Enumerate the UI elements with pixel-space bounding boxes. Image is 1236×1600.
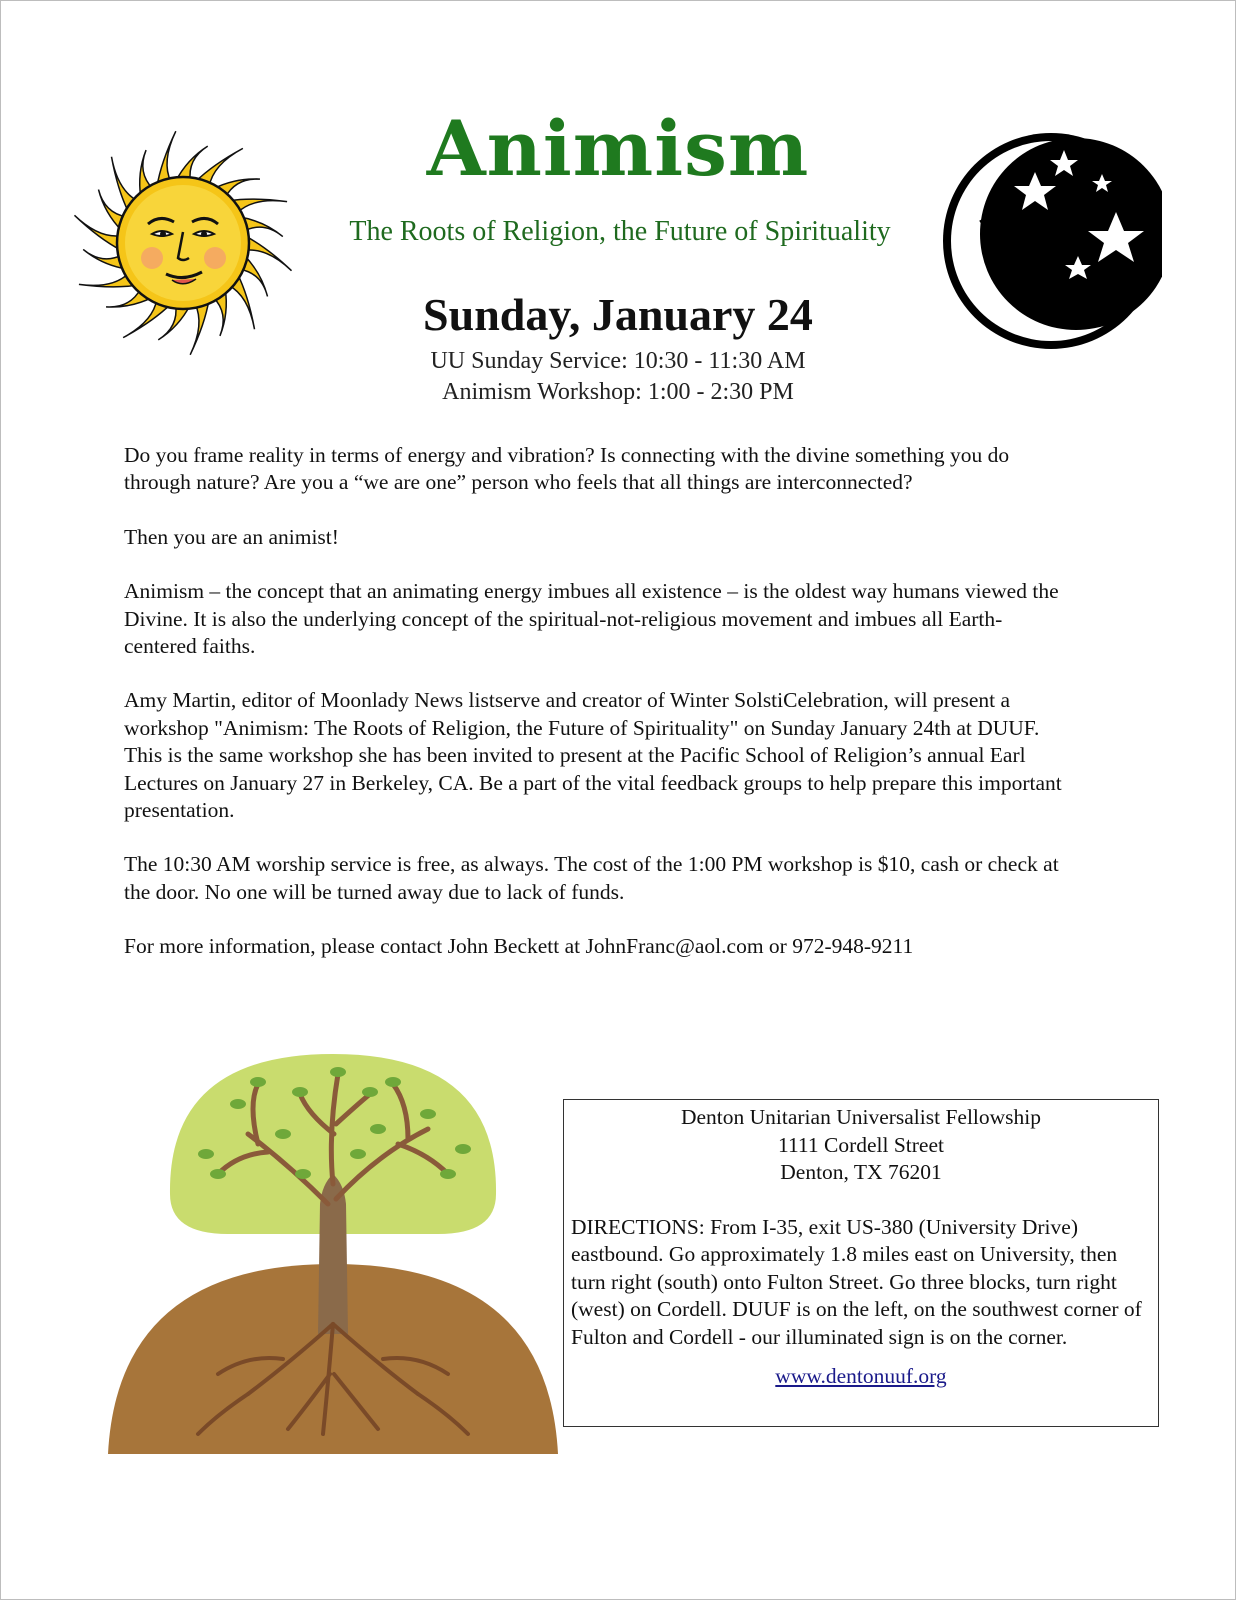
page-subtitle: The Roots of Religion, the Future of Spirituality [349,216,891,247]
event-date: Sunday, January 24 [423,289,813,340]
workshop-time: Animism Workshop: 1:00 - 2:30 PM [442,379,794,405]
service-time: UU Sunday Service: 10:30 - 11:30 AM [430,348,806,374]
body-text [124,442,1074,988]
website-link[interactable]: www.dentonuuf.org [775,1364,947,1388]
event-times [0,346,1236,408]
location-infobox [563,1099,1159,1427]
paragraph-animist: Then you are an animist! [124,524,339,549]
page-title: Animism [426,104,810,193]
paragraph-contact: For more information, please contact John Beckett at JohnFranc@aol.com or 972-948-9211 [124,934,914,959]
paragraph-intro: Do you frame reality in terms of energy and vibration? Is connecting with the divine something you do through nature? Are you a “we are one” person who feels that all things are interconnected? [124,443,1010,495]
directions-text: DIRECTIONS: From I-35, exit US-380 (University Drive) eastbound. Go approximately 1.8 miles east on University, then turn right (south) onto Fulton Street. Go three blocks, turn right (west) on Cordell. DUUF is on the left, on the southwest corner of Fulton and Cordell - our illuminated sign is on the corner. [571,1214,1142,1349]
paragraph-cost: The 10:30 AM worship service is free, as always. The cost of the 1:00 PM workshop is $10, cash or check at the door. No one will be turned away due to lack of funds. [124,852,1059,904]
org-name: Denton Unitarian Universalist Fellowship [680,1105,1042,1129]
paragraph-presenter: Amy Martin, editor of Moonlady News listserve and creator of Winter SolstiCelebration, will present a workshop "Animism: The Roots of Religion, the Future of Spirituality" on Sunday January 24th at DUUF. This is the same workshop she has been invited to present at the Pacific School of Religion’s annual Earl Lectures on January 27 in Berkeley, CA. Be a part of the vital feedback groups to help prepare this important presentation. [124,688,1062,823]
street-address: 1111 Cordell Street [778,1132,944,1157]
tree-illustration [108,1034,558,1454]
website-wrapper [571,1363,1151,1391]
paragraph-definition: Animism – the concept that an animating energy imbues all existence – is the oldest way humans viewed the Divine. It is also the underlying concept of the spiritual-not-religious movement and imbues all Earth-centered faiths. [124,579,1059,659]
city-state-zip: Denton, TX 76201 [780,1160,942,1184]
